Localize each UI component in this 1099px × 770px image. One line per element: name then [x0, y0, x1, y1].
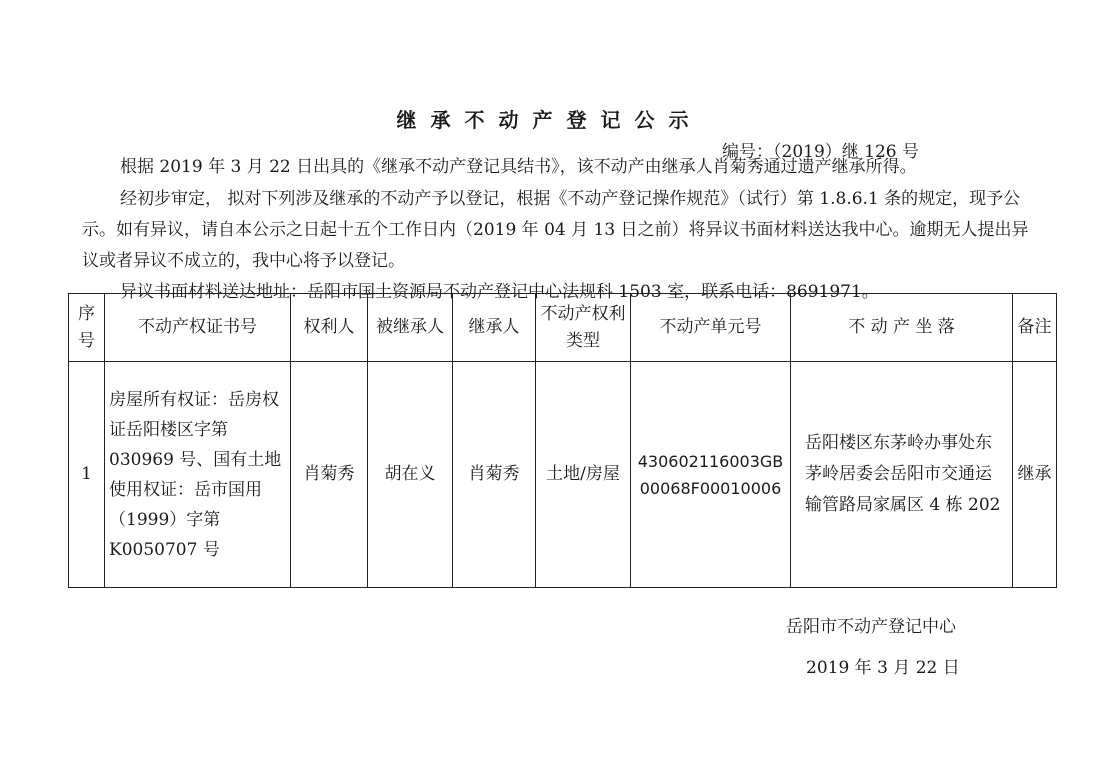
- header-right-holder: 权利人: [291, 294, 368, 362]
- cell-seq: 1: [69, 362, 105, 588]
- cell-deceased: 胡在义: [368, 362, 453, 588]
- cell-location: 岳阳楼区东茅岭办事处东茅岭居委会岳阳市交通运输管路局家属区 4 栋 202: [791, 362, 1013, 588]
- table-row: [69, 362, 1057, 588]
- header-right-type: 不动产权利类型: [536, 294, 631, 362]
- issue-date: 2019 年 3 月 22 日: [806, 658, 960, 678]
- registration-table: [68, 293, 1057, 588]
- issuer-name: 岳阳市不动产登记中心: [786, 617, 956, 637]
- cell-right-type: 土地/房屋: [536, 362, 631, 588]
- table-header-row: [69, 294, 1057, 362]
- header-deceased: 被继承人: [368, 294, 453, 362]
- unit-no-text: 430602116003GB00068F00010006: [637, 451, 784, 498]
- header-location: 不 动 产 坐 落: [791, 294, 1013, 362]
- cell-remark: 继承: [1013, 362, 1057, 588]
- cell-heir: 肖菊秀: [453, 362, 536, 588]
- paragraph-objection-period: 经初步审定， 拟对下列涉及继承的不动产予以登记，根据《不动产登记操作规范》（试行）第 1.8.6.1 条的规定，现予公示。如有异议，请自本公示之日起十五个工作日内（2019 年 04 月 13 日之前）将异议书面材料送达我中心。逾期无人提出异议或者异议不成立的，我中心将予以登记。: [82, 189, 1029, 271]
- paragraph-basis: 根据 2019 年 3 月 22 日出具的《继承不动产登记具结书》，该不动产由继承人肖菊秀通过遗产继承所得。: [120, 157, 917, 177]
- header-cert-no: 不动产权证书号: [105, 294, 291, 362]
- document-title: 继承不动产登记公示: [396, 108, 703, 132]
- document-number: 编号：（2019）继 126 号: [722, 142, 920, 162]
- cell-right-holder: 肖菊秀: [291, 362, 368, 588]
- header-heir: 继承人: [453, 294, 536, 362]
- paragraph-address: 异议书面材料送达地址：岳阳市国土资源局不动产登记中心法规科 1503 室，联系电话：8691971。: [120, 282, 879, 302]
- header-remark: 备注: [1013, 294, 1057, 362]
- cell-cert-no: 房屋所有权证：岳房权证岳阳楼区字第 030969 号、国有土地使用权证：岳市国用（1999）字第 K0050707 号: [105, 362, 291, 588]
- header-seq: 序号: [69, 294, 105, 362]
- cell-unit-no: [631, 362, 791, 588]
- header-unit-no: 不动产单元号: [631, 294, 791, 362]
